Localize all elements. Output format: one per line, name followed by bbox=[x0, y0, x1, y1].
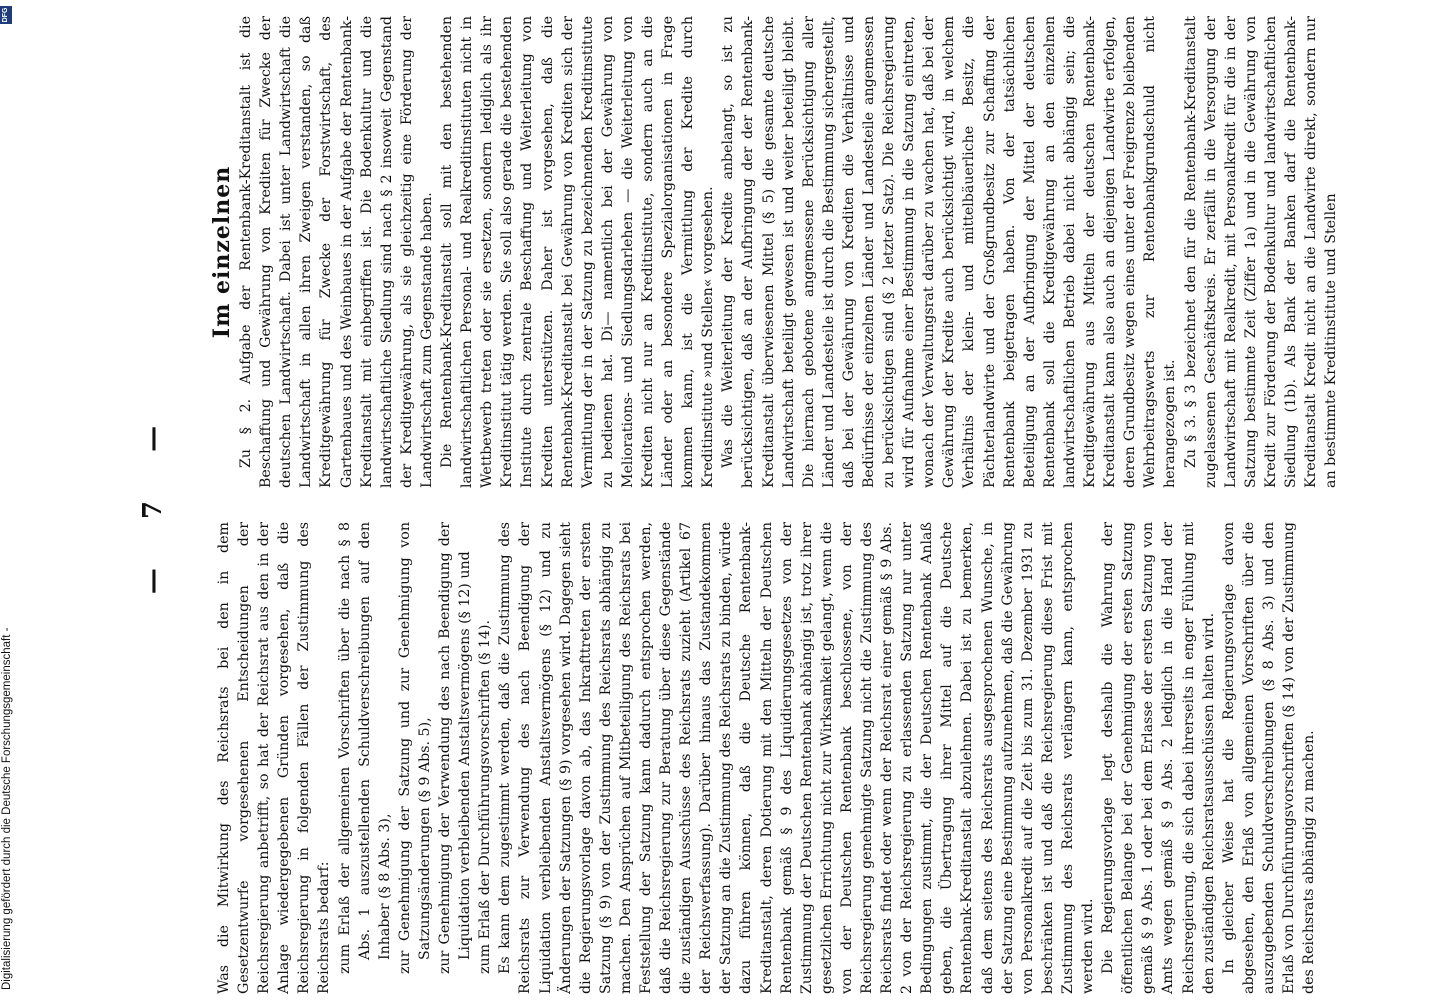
paragraph: Was die Weiterleitung der Kredite anbelangt, so ist zu berücksichtigen, daß an der Aufbringung der der Rentenbank-Kreditanstalt überwiesenen Mittel (§ 5) die gesamte deutsche Landwirtschaft beteiligt gewesen ist und weiter beteiligt bleibt. Die hiernach gebotene angemessene Berücksichtigung aller Länder und Landesteile ist durch die Bestimmung sichergestellt, daß bei der Gewährung von Krediten die Verhältnisse und Bedürfnisse der einzelnen Länder und Landesteile angemessen zu berücksichtigen sind (§ 2 letzter Satz). Die Reichsregierung wird für Aufnahme einer Bestimmung in die Satzung eintreten, wonach der Verwaltungsrat darüber zu wachen hat, daß bei der Gewährung der Kredite auch berücksichtigt wird, in welchem Verhältnis der klein- und mittelbäuerliche Besitz, die Pächterlandwirte und der Großgrundbesitz zur Schaffung der Rentenbank beigetragen haben. Von der tatsächlichen Beteiligung an der Aufbringung der Mittel der deutschen Rentenbank soll die Kreditgewährung an den einzelnen landwirtschaftlichen Betrieb dabei nicht abhängig sein; die Kreditgewährung aus Mitteln der deutschen Rentenbank-Kreditanstalt kann also auch an diejenigen Landwirte erfolgen, deren Grundbesitz wegen eines unter der Freigrenze bleibenden Wehrbeitragswerts zur Rentenbankgrundschuld nicht herangezogen ist. bbox=[720, 16, 1179, 488]
paragraph: Was die Mitwirkung des Reichsrats bei den in dem Gesetzentwurfe vorgesehenen Entscheidungen der Reichsregierung anbetrifft, so hat der Reichsrat aus den in der Anlage wiedergegebenen Gründen vorgesehen, daß die Reichsregierung in folgenden Fällen der Zustimmung des Reichsrats bedarf: bbox=[216, 522, 333, 994]
list-item: zum Erlaß der Durchführungsvorschriften (§ 14). bbox=[477, 619, 494, 974]
digitization-footer bbox=[0, 0, 14, 1000]
document-page bbox=[130, 0, 1340, 1000]
page-number: — 7 — bbox=[138, 405, 168, 595]
paragraph: Die Regierungsvorlage legt deshalb die Wahrung der öffentlichen Belange bei der Genehmigung der ersten Satzung gemäß § 9 Abs. 1 oder bei dem Erlasse der ersten Satzung von Amts wegen gemäß § 9 Abs. 2 lediglich in die Hand der Reichsregierung, die sich dabei ihrerseits in enger Fühlung mit den zuständigen Reichsratsausschüssen halten wird. bbox=[1100, 522, 1217, 994]
footer-text: Digitalisierung gefördert durch die Deutsche Forschungsgemeinschaft - bbox=[1, 627, 13, 990]
paragraph: Zu § 3. § 3 bezeichnet den für die Rentenbank-Kreditanstalt zugelassenen Geschäftskreis. Er zerfällt in die Versorgung der Landwirtschaft mit Realkredit, mit Personalkredit für die in der Satzung bestimmte Zeit (Ziffer 1a) und in die Gewährung von Kredit zur Förderung der Bodenkultur und landwirtschaftlichen Siedlung (1b). Als Bank der Banken darf die Rentenbank-Kreditanstalt Kredit nicht an die Landwirte direkt, sondern nur an bestimmte Kreditinstitute und Stellen bbox=[1182, 16, 1340, 488]
right-column bbox=[209, 16, 1340, 488]
dfg-logo-icon: DFG bbox=[0, 6, 12, 24]
list-item: zur Genehmigung der Satzung und zur Genehmigung von Satzungsänderungen (§ 9 Abs. 5), bbox=[396, 522, 433, 974]
paragraph: Die Rentenbank-Kreditanstalt soll mit den bestehenden landwirtschaftlichen Personal- und Realkreditinstituten nicht in Wettbewerb treten oder sie ersetzen, sondern lediglich als ihr Kreditinstitut tätig werden. Sie soll also gerade die bestehenden Institute durch zentrale Beschaffung und Weiterleitung von Krediten unterstützen. Daher ist vorgesehen, daß die Rentenbank-Kreditanstalt bei Gewährung von Krediten sich der Vermittlung der in der Satzung zu bezeichnenden Kreditinstitute zu bedienen hat. Di— namentlich bei der Gewährung von Meliorations- und Siedlungsdarlehen — die Weiterleitung von Krediten nicht nur an Kreditinstitute, sondern auch an die Länder oder an besondere Spezialorganisationen in Frage kommen kann, ist die Vermittlung der Kredite durch Kreditinstitute »und Stellen« vorgesehen. bbox=[439, 16, 717, 488]
list-item: zur Genehmigung der Verwendung des nach Beendigung der Liquidation verbleibenden Anstaltsvermögens (§ 12) und bbox=[437, 522, 474, 974]
section-heading: Im einzelnen bbox=[209, 165, 235, 339]
paragraph: In gleicher Weise hat die Regierungsvorlage davon abgesehen, den Erlaß von allgemeinen Vorschriften über die auszugebenden Schuldverschreibungen (§ 8 Abs. 3) und den Erlaß von Durchführungsvorschriften (§ 14) von der Zustimmung des Reichsrats abhängig zu machen. bbox=[1220, 522, 1318, 994]
paragraph: Es kann dem zugestimmt werden, daß die Zustimmung des Reichsrats zur Verwendung des nach Beendigung der Liquidation verbleibenden Anstaltsvermögens (§ 12) und zu Änderungen der Satzungen (§ 9) vorgesehen wird. Dagegen sieht die Regierungsvorlage davon ab, das Inkrafttreten der ersten Satzung (§ 9) von der Zustimmung des Reichsrats abhängig zu machen. Den Ansprüchen auf Mitbeteiligung des Reichsrats bei Feststellung der Satzung kann dadurch entsprochen werden, daß die Reichsregierung zur Beratung über diese Gegenstände die zuständigen Ausschüsse des Reichsrats zuzieht (Artikel 67 der Reichsverfassung). Darüber hinaus das Zustandekommen der Satzung an die Zustimmung des Reichsrats zu binden, würde dazu führen können, daß die Deutsche Rentenbank-Kreditanstalt, deren Dotierung mit den Mitteln der Deutschen Rentenbank gemäß § 9 des Liquidierungsgesetzes von der Zustimmung der Deutschen Rentenbank abhängig ist, trotz ihrer gesetzlichen Errichtung nicht zur Wirksamkeit gelangt, wenn die von der Deutschen Rentenbank beschlossene, von der Reichsregierung genehmigte Satzung nicht die Zustimmung des Reichsrats findet oder wenn der Reichsrat einer gemäß § 9 Abs. 2 von der Reichsregierung zu erlassenden Satzung nur unter Bedingungen zustimmt, die der Deutschen Rentenbank Anlaß geben, die Übertragung ihrer Mittel auf die Deutsche Rentenbank-Kreditanstalt abzulehnen. Dabei ist zu bemerken, daß dem seitens des Reichsrats ausgesprochenen Wunsche, in der Satzung eine Bestimmung aufzunehmen, daß die Gewährung von Personalkredit auf die Zeit bis zum 31. Dezember 1931 zu beschränken ist und daß die Reichsregierung diese Frist mit Zustimmung des Reichsrats verlängern kann, entsprochen werden wird. bbox=[497, 522, 1097, 994]
left-column bbox=[214, 522, 1318, 994]
paragraph: Zu § 2. Aufgabe der Rentenbank-Kreditanstalt ist die Beschaffung und Gewährung von Krediten für Zwecke der deutschen Landwirtschaft. Dabei ist unter Landwirtschaft die Landwirtschaft in allen ihren Zweigen verstanden, so daß Kreditgewährung für Zwecke der Forstwirtschaft, des Gartenbaues und des Weinbaues in der Aufgabe der Rentenbank-Kreditanstalt mit einbegriffen ist. Die Bodenkultur und die landwirtschaftliche Siedlung sind nach § 2 insoweit Gegenstand der Kreditgewährung, als sie gleichzeitig eine Förderung der Landwirtschaft zum Gegenstande haben. bbox=[238, 16, 435, 488]
list-item: zum Erlaß der allgemeinen Vorschriften über die nach § 8 Abs. 1 auszustellenden Schuldverschreibungen auf den Inhaber (§ 8 Abs. 3), bbox=[336, 522, 393, 974]
